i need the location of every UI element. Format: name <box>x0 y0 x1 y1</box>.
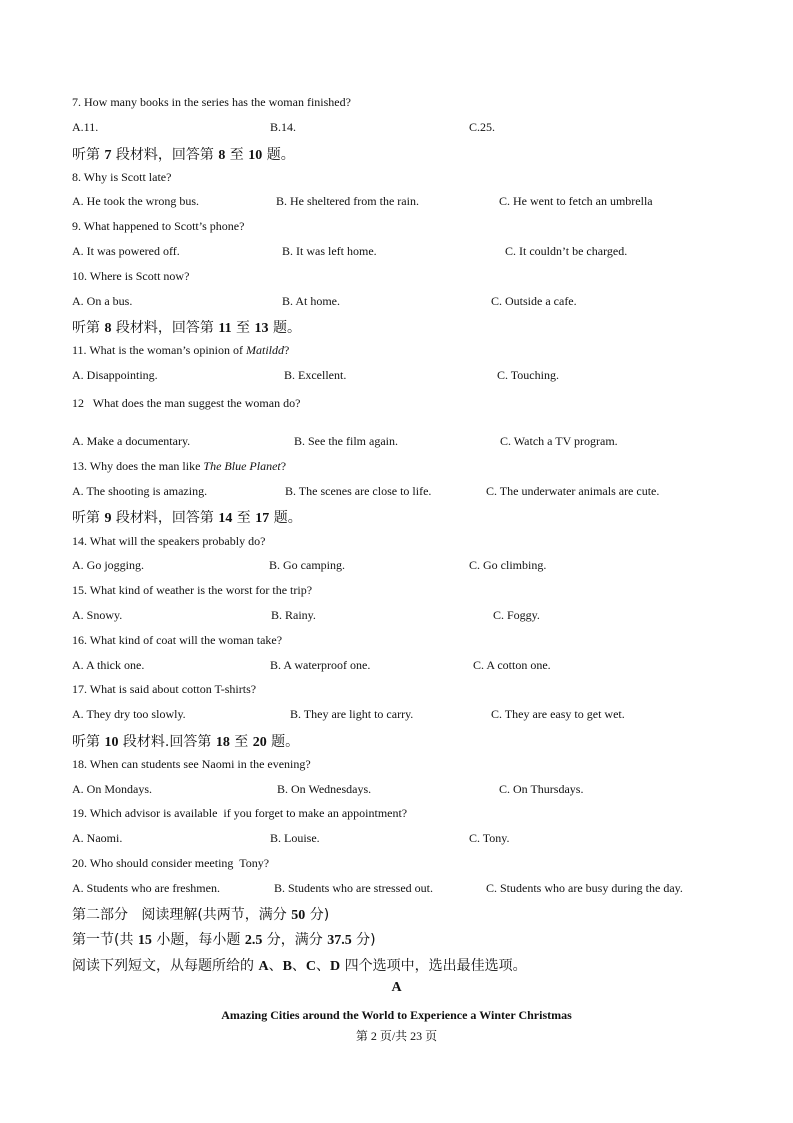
q11-option-a: A. Disappointing. <box>72 368 158 382</box>
q9-option-b: B. It was left home. <box>282 244 377 258</box>
q16-option-c: C. A cotton one. <box>473 658 551 672</box>
question-10: 10. Where is Scott now? <box>72 269 190 283</box>
q12-option-c: C. Watch a TV program. <box>500 434 618 448</box>
question-9: 9. What happened to Scott’s phone? <box>72 219 245 233</box>
q11-option-b: B. Excellent. <box>284 368 347 382</box>
question-7: 7. How many books in the series has the woman finished? <box>72 95 351 109</box>
q12-option-a: A. Make a documentary. <box>72 434 191 448</box>
q20-option-a: A. Students who are freshmen. <box>72 881 220 895</box>
q17-option-b: B. They are light to carry. <box>290 707 414 721</box>
q12-option-b: B. See the film again. <box>294 434 398 448</box>
q7-option-c: C.25. <box>469 120 496 134</box>
q13-option-c: C. The underwater animals are cute. <box>486 484 660 498</box>
q15-option-c: C. Foggy. <box>493 608 540 622</box>
q17-option-a: A. They dry too slowly. <box>72 707 186 721</box>
q8-option-c: C. He went to fetch an umbrella <box>499 194 653 208</box>
question-20: 20. Who should consider meeting Tony? <box>72 856 270 870</box>
q18-option-b: B. On Wednesdays. <box>277 782 372 796</box>
question-15: 15. What kind of weather is the worst for the trip? <box>72 583 313 597</box>
reading-instruction: 阅读下列短文，从每题所给的 A、B、C、D 四个选项中，选出最佳选项。 <box>72 958 527 974</box>
question-19: 19. Which advisor is available if you forget to make an appointment? <box>72 806 408 820</box>
q19-option-a: A. Naomi. <box>72 831 123 845</box>
q18-option-a: A. On Mondays. <box>72 782 152 796</box>
q9-option-a: A. It was powered off. <box>72 244 180 258</box>
q9-option-c: C. It couldn’t be charged. <box>505 244 628 258</box>
q17-option-c: C. They are easy to get wet. <box>491 707 625 721</box>
q14-option-c: C. Go climbing. <box>469 558 547 572</box>
q19-option-b: B. Louise. <box>270 831 320 845</box>
page-footer: 第 2 页/共 23 页 <box>355 1029 438 1043</box>
q18-option-c: C. On Thursdays. <box>499 782 584 796</box>
q13-option-a: A. The shooting is amazing. <box>72 484 208 498</box>
listening-section-9-heading: 听第 9 段材料，回答第 14 至 17 题。 <box>72 510 302 526</box>
q15-option-b: B. Rainy. <box>271 608 316 622</box>
q8-option-b: B. He sheltered from the rain. <box>276 194 419 208</box>
question-12: 12 What does the man suggest the woman do? <box>72 396 301 410</box>
listening-section-10-heading: 听第 10 段材料.回答第 18 至 20 题。 <box>72 734 300 750</box>
listening-section-7-heading: 听第 7 段材料，回答第 8 至 10 题。 <box>72 147 295 163</box>
part-two-heading: 第二部分 阅读理解(共两节，满分 50 分) <box>72 907 330 923</box>
passage-title: Amazing Cities around the World to Experience a Winter Christmas <box>221 1008 572 1022</box>
q10-option-c: C. Outside a cafe. <box>491 294 577 308</box>
q7-option-a: A.11. <box>72 120 99 134</box>
q14-option-a: A. Go jogging. <box>72 558 144 572</box>
question-11: 11. What is the woman’s opinion of Matildd? <box>72 343 290 357</box>
question-18: 18. When can students see Naomi in the evening? <box>72 757 311 771</box>
passage-label: A <box>391 980 402 995</box>
section-one-heading: 第一节(共 15 小题，每小题 2.5 分，满分 37.5 分) <box>72 932 376 948</box>
q20-option-b: B. Students who are stressed out. <box>274 881 433 895</box>
q16-option-a: A. A thick one. <box>72 658 145 672</box>
q10-option-a: A. On a bus. <box>72 294 133 308</box>
q8-option-a: A. He took the wrong bus. <box>72 194 199 208</box>
question-14: 14. What will the speakers probably do? <box>72 534 266 548</box>
question-8: 8. Why is Scott late? <box>72 170 172 184</box>
q15-option-a: A. Snowy. <box>72 608 123 622</box>
q19-option-c: C. Tony. <box>469 831 510 845</box>
q13-option-b: B. The scenes are close to life. <box>285 484 432 498</box>
question-13: 13. Why does the man like The Blue Planet? <box>72 459 287 473</box>
q14-option-b: B. Go camping. <box>269 558 345 572</box>
q20-option-c: C. Students who are busy during the day. <box>486 881 683 895</box>
q7-option-b: B.14. <box>270 120 297 134</box>
q10-option-b: B. At home. <box>282 294 341 308</box>
q16-option-b: B. A waterproof one. <box>270 658 371 672</box>
question-17: 17. What is said about cotton T-shirts? <box>72 682 257 696</box>
q11-option-c: C. Touching. <box>497 368 559 382</box>
listening-section-8-heading: 听第 8 段材料，回答第 11 至 13 题。 <box>72 320 301 336</box>
question-16: 16. What kind of coat will the woman take? <box>72 633 283 647</box>
